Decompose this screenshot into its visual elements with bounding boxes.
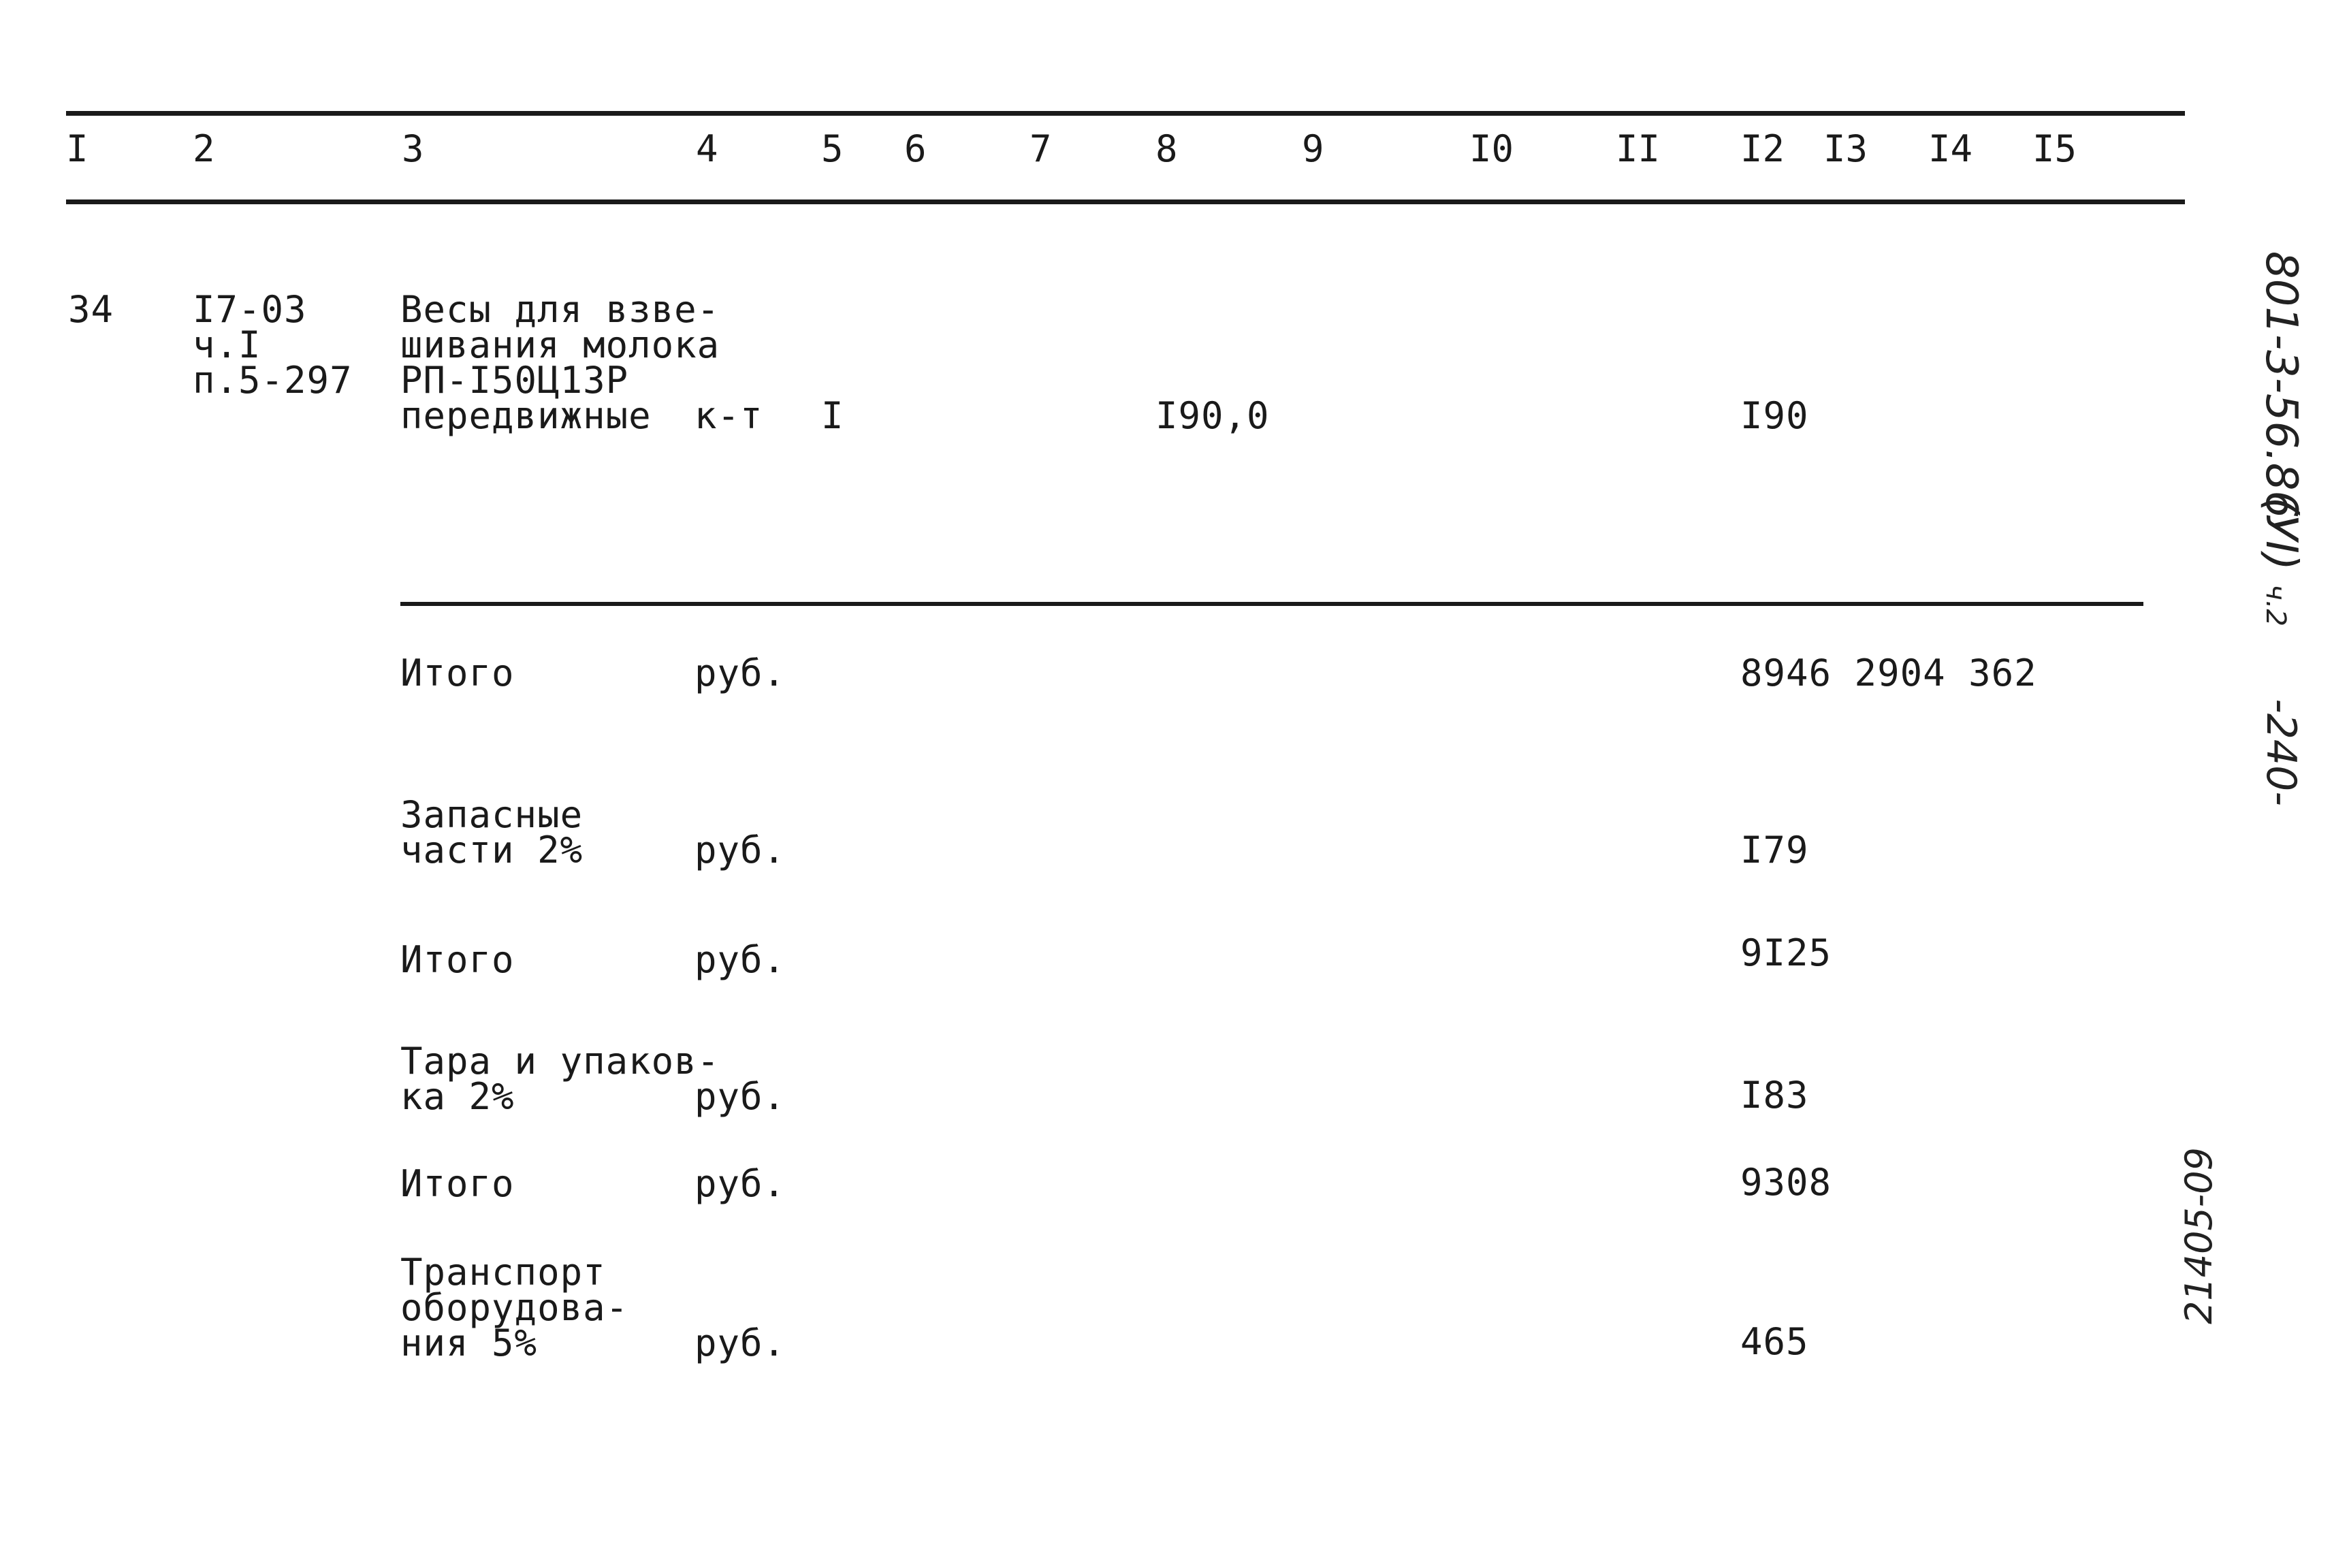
column-header-3: 3 [402,127,424,170]
column-header-13: I3 [1823,127,1868,170]
summary-label: Итого [400,1162,515,1205]
stamp-number: 21405-09 [2177,1147,2220,1324]
norm-code-line3: п.5-297 [193,359,353,402]
item-total: I90 [1740,394,1809,437]
summary-label-line3: ния 5% [400,1322,538,1364]
summary-unit: руб. [694,1162,786,1205]
volume-label: (УI) [2256,497,2306,571]
doc-code: 801-3-56.86 [2256,251,2306,519]
column-header-5: 5 [821,127,844,170]
item-name-line4: передвижные [400,394,652,437]
column-header-10: I0 [1469,127,1514,170]
summary-label: Тара и упаков- [400,1040,720,1083]
column-header-11: II [1616,127,1661,170]
header-bottom-rule [66,199,2185,204]
summary-label-line2: части 2% [400,829,584,871]
item-price: I90,0 [1155,394,1270,437]
summary-unit: руб. [694,829,786,871]
summary-unit: руб. [694,1322,786,1364]
summary-label: Запасные [400,793,584,836]
summary-value: 8946 2904 362 [1740,652,2037,694]
margin-volume [2250,466,2312,657]
margin-page-number [2250,671,2312,834]
summary-unit: руб. [694,1075,786,1118]
part-label: ч.2 [2260,584,2291,626]
norm-code-line1: I7-03 [193,288,307,331]
column-header-9: 9 [1302,127,1324,170]
column-header-8: 8 [1155,127,1178,170]
summary-value: I79 [1740,829,1809,871]
column-header-12: I2 [1740,127,1785,170]
column-header-6: 6 [904,127,927,170]
totals-separator-rule [400,602,2143,606]
header-top-rule [66,111,2185,116]
norm-code-line2: ч.I [193,323,261,366]
item-quantity: I [821,394,844,437]
margin-stamp [2169,1147,2230,1324]
item-number: 34 [68,288,114,331]
summary-unit: руб. [694,652,786,694]
summary-value: 9I25 [1740,931,1832,974]
summary-value: 9308 [1740,1161,1832,1204]
column-header-4: 4 [696,127,718,170]
item-name-line3: РП-I50Ц13Р [400,359,629,402]
page-number: -240- [2257,699,2305,806]
column-header-15: I5 [2032,127,2077,170]
column-header-1: I [66,127,89,170]
summary-label: Итого [400,652,515,694]
item-name-line1: Весы для взве- [400,288,720,331]
column-header-7: 7 [1029,127,1052,170]
summary-value: 465 [1740,1320,1809,1363]
column-header-14: I4 [1928,127,1973,170]
summary-label: Транспорт [400,1251,606,1294]
column-header-2: 2 [193,127,215,170]
item-unit: к-т [694,394,763,437]
summary-label: Итого [400,938,515,981]
summary-label-line2: ка 2% [400,1075,515,1118]
summary-label-line2: оборудова- [400,1286,629,1329]
summary-value: I83 [1740,1074,1809,1117]
item-name-line2: шивания молока [400,323,720,366]
summary-unit: руб. [694,938,786,981]
